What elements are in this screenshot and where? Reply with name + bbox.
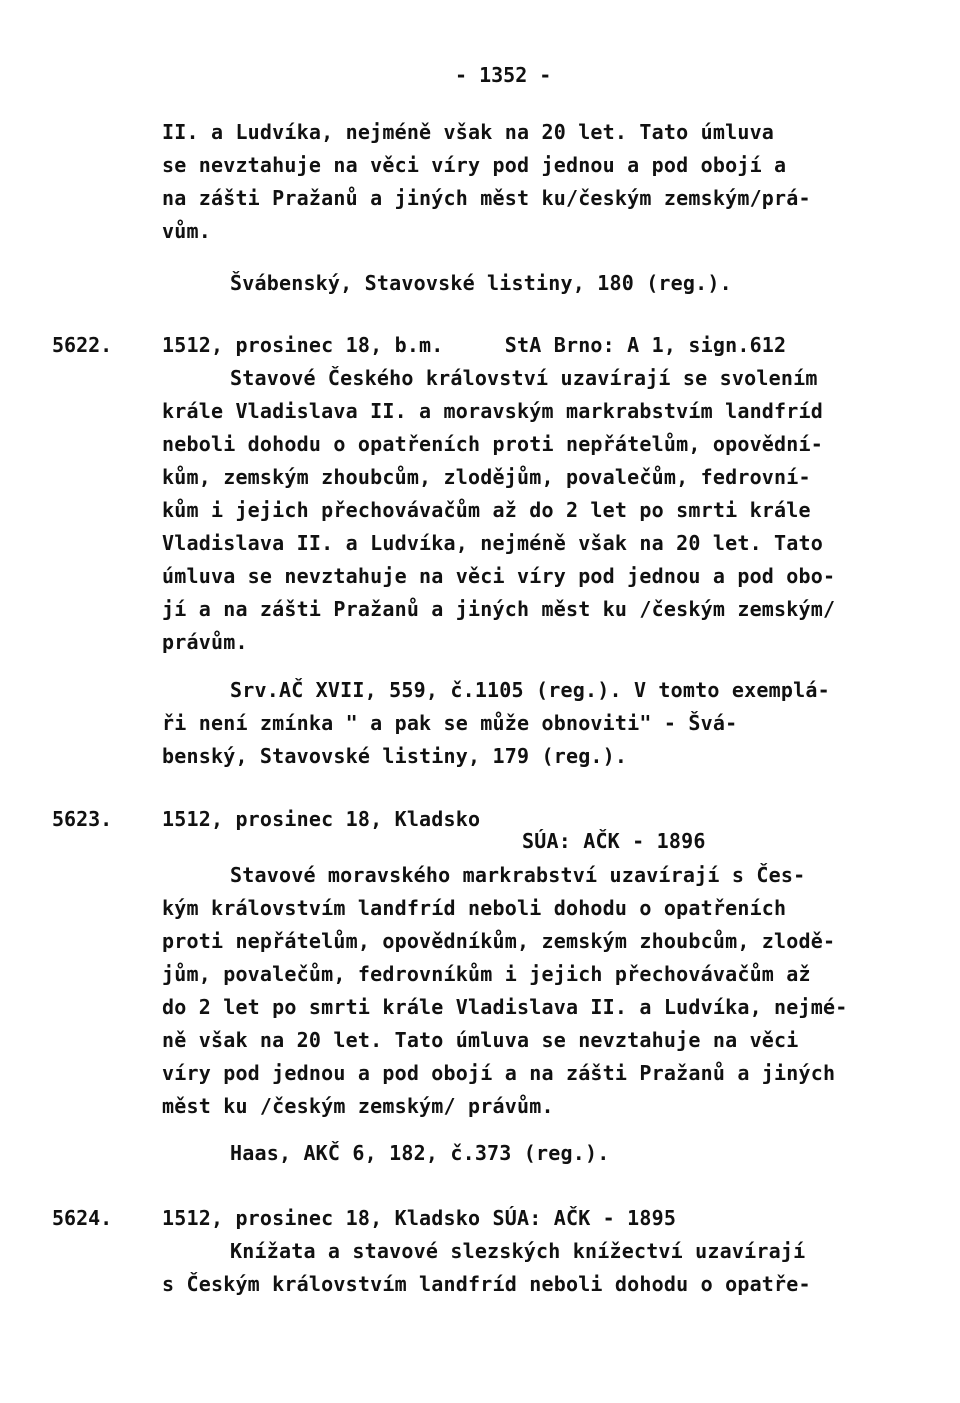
text-line: se nevztahuje na věci víry pod jednou a pod obojí a [162,153,787,177]
text-line: Stavové moravského markrabství uzavírají s Čes- [230,863,806,887]
text-line: úmluva se nevztahuje na věci víry pod jednou a pod obo- [162,564,836,588]
text-line: víry pod jednou a pod obojí a na zášti Pražanů a jiných [162,1061,836,1085]
text-line: do 2 let po smrti krále Vladislava II. a Ludvíka, nejmé- [162,995,848,1019]
entry-number: 5624. [52,1206,113,1230]
text-line: na zášti Pražanů a jiných měst ku/českým zemským/prá- [162,186,811,210]
text-line: s Českým královstvím landfríd neboli dohodu o opatře- [162,1272,811,1296]
text-line: kům, zemským zhoubcům, zlodějům, povalečům, fedrovní- [162,465,811,489]
page-number: - 1352 - [455,63,552,87]
entry-number: 5623. [52,807,113,831]
source-line: Haas, AKČ 6, 182, č.373 (reg.). [230,1141,610,1165]
source-line: benský, Stavovské listiny, 179 (reg.). [162,744,628,768]
text-line: Knížata a stavové slezských knížectví uzavírají [230,1239,806,1263]
entry-header: 1512, prosinec 18, Kladsko SÚA: AČK - 1895 [162,1206,677,1230]
text-line: Stavové Českého království uzavírají se svolením [230,366,818,390]
entry-header: 1512, prosinec 18, Kladsko [162,807,481,831]
text-line: ně však na 20 let. Tato úmluva se nevztahuje na věci [162,1028,799,1052]
entry-header: 1512, prosinec 18, b.m. StA Brno: A 1, sign.612 [162,333,787,357]
source-line: Švábenský, Stavovské listiny, 180 (reg.). [230,271,732,295]
source-line: ři není zmínka " a pak se může obnoviti" - Švá- [162,711,738,735]
text-line: proti nepřátelům, opovědníkům, zemským zhoubcům, zlodě- [162,929,836,953]
text-line: vům. [162,219,211,243]
text-line: kým královstvím landfríd neboli dohodu o opatřeních [162,896,787,920]
text-line: krále Vladislava II. a moravským markrabstvím landfríd [162,399,824,423]
text-line: jům, povalečům, fedrovníkům i jejich přechovávačům až [162,962,811,986]
text-line: neboli dohodu o opatřeních proti nepřátelům, opovědní- [162,432,824,456]
text-line: právům. [162,630,248,654]
archive-reference: SÚA: AČK - 1896 [522,829,706,853]
text-line: kům i jejich přechovávačům až do 2 let po smrti krále [162,498,811,522]
text-line: měst ku /českým zemským/ právům. [162,1094,554,1118]
source-line: Srv.AČ XVII, 559, č.1105 (reg.). V tomto exemplá- [230,678,830,702]
text-line: jí a na zášti Pražanů a jiných měst ku /českým zemským/ [162,597,836,621]
text-line: Vladislava II. a Ludvíka, nejméně však na 20 let. Tato [162,531,824,555]
entry-number: 5622. [52,333,113,357]
text-line: II. a Ludvíka, nejméně však na 20 let. Tato úmluva [162,120,775,144]
